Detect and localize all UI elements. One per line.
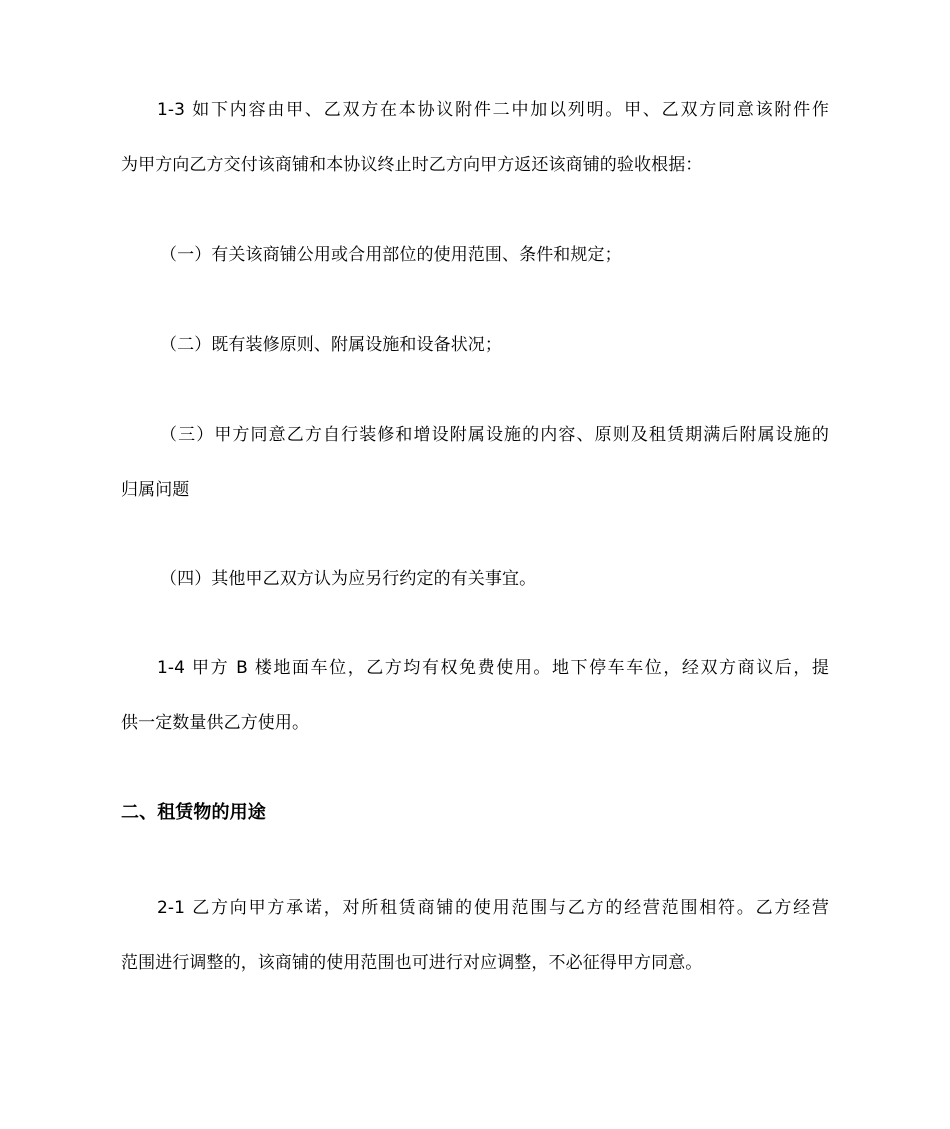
clause-1-4-line-2: 供一定数量供乙方使用。 — [121, 713, 310, 733]
clause-1-3-line-2: 为甲方向乙方交付该商铺和本协议终止时乙方向甲方返还该商铺的验收根据： — [121, 155, 703, 175]
list-item-1: （一）有关该商铺公用或合用部位的使用范围、条件和规定； — [160, 245, 622, 265]
clause-1-4-line-1: 1-4 甲方 B 楼地面车位，乙方均有权免费使用。地下停车车位，经双方商议后，提 — [157, 658, 829, 678]
clause-2-1-line-1: 2-1 乙方向甲方承诺，对所租赁商铺的使用范围与乙方的经营范围相符。乙方经营 — [157, 898, 829, 918]
list-item-3-line-2: 归属问题 — [121, 480, 190, 500]
clause-2-1-line-2: 范围进行调整的，该商铺的使用范围也可进行对应调整，不必征得甲方同意。 — [121, 953, 703, 973]
clause-1-3-line-1: 1-3 如下内容由甲、乙双方在本协议附件二中加以列明。甲、乙双方同意该附件作 — [157, 100, 829, 120]
list-item-3-line-1: （三）甲方同意乙方自行装修和增设附属设施的内容、原则及租赁期满后附属设施的 — [160, 425, 829, 445]
list-item-2: （二）既有装修原则、附属设施和设备状况； — [160, 335, 502, 355]
list-item-4: （四）其他甲乙双方认为应另行约定的有关事宜。 — [160, 569, 537, 589]
section-heading: 二、租赁物的用途 — [121, 802, 266, 823]
